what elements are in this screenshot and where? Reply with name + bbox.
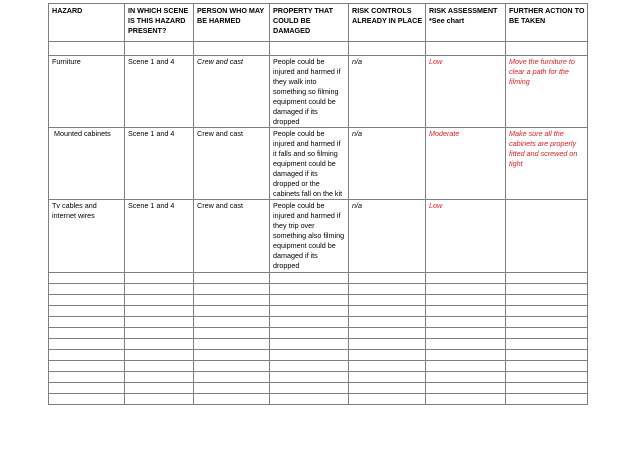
empty-cell bbox=[426, 273, 506, 284]
empty-cell bbox=[49, 394, 125, 405]
empty-row bbox=[49, 273, 588, 284]
empty-cell bbox=[270, 383, 349, 394]
empty-cell bbox=[426, 284, 506, 295]
header-controls: RISK CONTROLS ALREADY IN PLACE bbox=[349, 4, 426, 42]
person-cell: Crew and cast bbox=[194, 56, 270, 128]
empty-cell bbox=[125, 42, 194, 56]
empty-cell bbox=[194, 273, 270, 284]
empty-cell bbox=[194, 350, 270, 361]
empty-cell bbox=[49, 339, 125, 350]
header-person: PERSON WHO MAY BE HARMED bbox=[194, 4, 270, 42]
empty-cell bbox=[49, 350, 125, 361]
empty-cell bbox=[270, 306, 349, 317]
empty-cell bbox=[270, 372, 349, 383]
empty-row bbox=[49, 394, 588, 405]
empty-cell bbox=[349, 42, 426, 56]
action-cell: Move the furniture to clear a path for the filming bbox=[506, 56, 588, 128]
empty-cell bbox=[426, 328, 506, 339]
property-cell: People could be injured and harmed if they walk into something so filming equipment could be damaged if its dropped bbox=[270, 56, 349, 128]
empty-cell bbox=[49, 295, 125, 306]
empty-cell bbox=[194, 372, 270, 383]
header-hazard: HAZARD bbox=[49, 4, 125, 42]
property-cell: People could be injured and harmed if it falls and so filming equipment could be damaged if its dropped or the cabinets fall on the kit bbox=[270, 128, 349, 200]
empty-cell bbox=[125, 394, 194, 405]
empty-cell bbox=[270, 361, 349, 372]
empty-cell bbox=[49, 372, 125, 383]
empty-cell bbox=[349, 350, 426, 361]
spacer-row bbox=[49, 42, 588, 56]
empty-cell bbox=[270, 42, 349, 56]
empty-cell bbox=[270, 273, 349, 284]
empty-cell bbox=[125, 306, 194, 317]
empty-cell bbox=[506, 328, 588, 339]
scene-cell: Scene 1 and 4 bbox=[125, 200, 194, 273]
empty-cell bbox=[506, 372, 588, 383]
empty-cell bbox=[506, 42, 588, 56]
empty-cell bbox=[194, 339, 270, 350]
person-cell: Crew and cast bbox=[194, 200, 270, 273]
header-assessment: RISK ASSESSMENT *See chart bbox=[426, 4, 506, 42]
table-row bbox=[49, 200, 588, 273]
empty-row bbox=[49, 328, 588, 339]
empty-cell bbox=[125, 273, 194, 284]
empty-cell bbox=[270, 295, 349, 306]
empty-row bbox=[49, 383, 588, 394]
empty-cell bbox=[506, 273, 588, 284]
header-property: PROPERTY THAT COULD BE DAMAGED bbox=[270, 4, 349, 42]
scene-cell: Scene 1 and 4 bbox=[125, 56, 194, 128]
empty-cell bbox=[194, 361, 270, 372]
header-action: FURTHER ACTION TO BE TAKEN bbox=[506, 4, 588, 42]
empty-cell bbox=[125, 350, 194, 361]
empty-cell bbox=[270, 394, 349, 405]
controls-cell: n/a bbox=[349, 56, 426, 128]
empty-cell bbox=[426, 372, 506, 383]
empty-cell bbox=[49, 306, 125, 317]
hazard-cell: Mounted cabinets bbox=[49, 128, 125, 200]
empty-cell bbox=[49, 317, 125, 328]
header-scene: IN WHICH SCENE IS THIS HAZARD PRESENT? bbox=[125, 4, 194, 42]
empty-cell bbox=[506, 306, 588, 317]
empty-cell bbox=[506, 394, 588, 405]
empty-cell bbox=[426, 295, 506, 306]
empty-cell bbox=[426, 383, 506, 394]
action-cell bbox=[506, 200, 588, 273]
empty-cell bbox=[506, 317, 588, 328]
hazard-cell: Tv cables and internet wires bbox=[49, 200, 125, 273]
empty-cell bbox=[506, 350, 588, 361]
header-row bbox=[49, 4, 588, 42]
empty-cell bbox=[349, 306, 426, 317]
hazard-cell: Furniture bbox=[49, 56, 125, 128]
empty-cell bbox=[349, 273, 426, 284]
empty-cell bbox=[125, 295, 194, 306]
empty-cell bbox=[194, 42, 270, 56]
empty-cell bbox=[49, 361, 125, 372]
empty-cell bbox=[426, 306, 506, 317]
empty-cell bbox=[194, 284, 270, 295]
empty-cell bbox=[270, 284, 349, 295]
empty-cell bbox=[349, 284, 426, 295]
empty-cell bbox=[49, 328, 125, 339]
empty-cell bbox=[125, 361, 194, 372]
empty-cell bbox=[125, 317, 194, 328]
empty-cell bbox=[125, 284, 194, 295]
empty-cell bbox=[349, 328, 426, 339]
empty-cell bbox=[125, 372, 194, 383]
empty-cell bbox=[349, 295, 426, 306]
empty-cell bbox=[125, 328, 194, 339]
empty-cell bbox=[426, 394, 506, 405]
risk-assessment-table bbox=[48, 3, 588, 405]
controls-cell: n/a bbox=[349, 128, 426, 200]
scene-cell: Scene 1 and 4 bbox=[125, 128, 194, 200]
empty-row bbox=[49, 284, 588, 295]
empty-cell bbox=[270, 328, 349, 339]
empty-cell bbox=[426, 339, 506, 350]
assessment-cell: Low bbox=[426, 200, 506, 273]
empty-row bbox=[49, 372, 588, 383]
empty-row bbox=[49, 350, 588, 361]
assessment-cell: Low bbox=[426, 56, 506, 128]
empty-row bbox=[49, 295, 588, 306]
empty-cell bbox=[426, 317, 506, 328]
table-row bbox=[49, 56, 588, 128]
empty-cell bbox=[194, 295, 270, 306]
empty-cell bbox=[506, 361, 588, 372]
empty-cell bbox=[349, 372, 426, 383]
empty-cell bbox=[349, 339, 426, 350]
empty-cell bbox=[506, 339, 588, 350]
empty-row bbox=[49, 306, 588, 317]
empty-cell bbox=[426, 350, 506, 361]
empty-row bbox=[49, 361, 588, 372]
empty-cell bbox=[194, 306, 270, 317]
empty-cell bbox=[426, 42, 506, 56]
table-row bbox=[49, 128, 588, 200]
empty-cell bbox=[349, 394, 426, 405]
empty-cell bbox=[49, 273, 125, 284]
property-cell: People could be injured and harmed if they trip over something also filming equipment could be damaged if its dropped bbox=[270, 200, 349, 273]
empty-cell bbox=[506, 284, 588, 295]
action-cell: Make sure all the cabinets are properly fitted and screwed on tight bbox=[506, 128, 588, 200]
empty-cell bbox=[270, 317, 349, 328]
empty-cell bbox=[49, 284, 125, 295]
empty-cell bbox=[349, 317, 426, 328]
empty-cell bbox=[349, 383, 426, 394]
empty-cell bbox=[49, 383, 125, 394]
empty-cell bbox=[194, 394, 270, 405]
empty-cell bbox=[506, 295, 588, 306]
empty-cell bbox=[506, 383, 588, 394]
empty-cell bbox=[125, 383, 194, 394]
empty-cell bbox=[194, 317, 270, 328]
empty-cell bbox=[194, 383, 270, 394]
empty-cell bbox=[426, 361, 506, 372]
empty-cell bbox=[270, 350, 349, 361]
empty-row bbox=[49, 317, 588, 328]
assessment-cell: Moderate bbox=[426, 128, 506, 200]
empty-cell bbox=[125, 339, 194, 350]
empty-row bbox=[49, 339, 588, 350]
empty-cell bbox=[270, 339, 349, 350]
empty-cell bbox=[49, 42, 125, 56]
empty-cell bbox=[349, 361, 426, 372]
empty-cell bbox=[194, 328, 270, 339]
person-cell: Crew and cast bbox=[194, 128, 270, 200]
controls-cell: n/a bbox=[349, 200, 426, 273]
